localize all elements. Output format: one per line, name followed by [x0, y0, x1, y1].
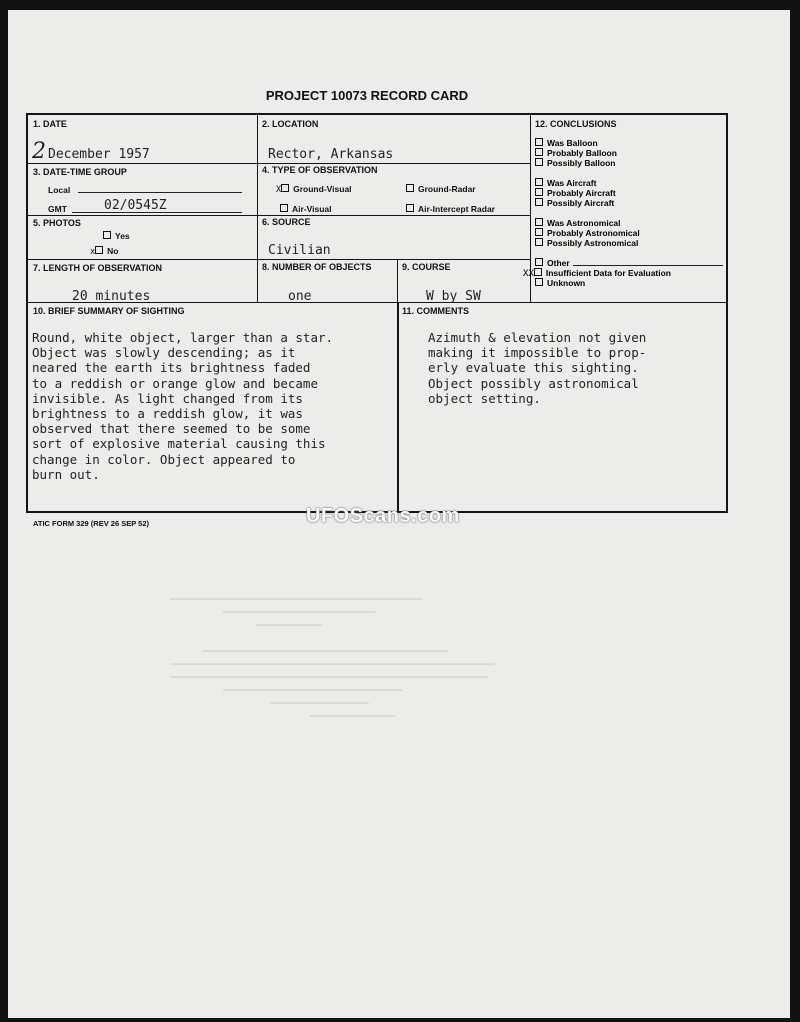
ground-visual-label: Ground-Visual: [293, 184, 352, 194]
conclusion-probably-astronomical: Probably Astronomical: [535, 228, 723, 238]
photos-label: 5. PHOTOS: [33, 218, 81, 228]
checkbox-icon: [95, 246, 103, 254]
local-line: [78, 192, 242, 193]
conclusions-label: 12. CONCLUSIONS: [535, 119, 617, 129]
checkbox-icon: [534, 268, 542, 276]
conclusion-unknown: Unknown: [535, 278, 723, 288]
comments-label: 11. COMMENTS: [402, 306, 470, 316]
insufficient-mark: XX: [523, 269, 534, 279]
objects-value: one: [288, 289, 312, 304]
gmt-label: GMT: [48, 204, 67, 214]
checkbox-icon: [535, 218, 543, 226]
checkbox-icon: [280, 204, 288, 212]
photos-no-mark: x: [90, 247, 96, 257]
checkbox-icon: [103, 231, 111, 239]
air-visual-option: [280, 204, 332, 214]
photos-yes-option: [103, 231, 130, 241]
source-label: 6. SOURCE: [262, 217, 311, 227]
form-number: ATIC FORM 329 (REV 26 SEP 52): [33, 519, 150, 528]
checkbox-icon: [281, 184, 289, 192]
conclusions-list: [523, 138, 723, 288]
air-visual-label: Air-Visual: [292, 204, 332, 214]
checkbox-icon: [535, 148, 543, 156]
conclusion-was-astronomical: Was Astronomical: [535, 218, 723, 228]
conclusion-possibly-astronomical: Possibly Astronomical: [535, 238, 723, 248]
watermark-logo: UFOScans.com: [306, 505, 460, 527]
conclusion-other: Other: [535, 258, 723, 268]
dtg-label: 3. DATE-TIME GROUP: [33, 167, 127, 177]
ground-radar-label: Ground-Radar: [418, 184, 476, 194]
date-label: 1. DATE: [33, 119, 67, 129]
local-label: Local: [48, 185, 71, 195]
checkbox-icon: [406, 204, 414, 212]
divider: [28, 215, 530, 216]
bleed-through-text: ━━━━━━━━━━━━━━━━━━━━━━━━━━━━━━━━━━━━━━ ━━━━━━━━━━━━━━━━━━━━━━━ ━━━━━━━━━━ ━━━━━━━━━━━━━━━━━━━━━━━━━━━━━━━━━━━━━ ━━━━━━━━━━━━━━━━━━━━━━━━━━━━━━━━━━━━━━━━━━━━━━━━━ ━━━━━━━━━━━━━━━━━━━━━━━━━━━━━━━━━━━━━━━━━━━━━━━━ ━━━━━━━━━━━━━━━━━━━━━━━━━━━ ━━━━━━━━━━━━━━━ ━━━━━━━━━━━━━: [170, 593, 495, 723]
comments-text: Azimuth & elevation not given making it impossible to prop- erly evaluate this sighting. Object possibly astronomical object setting.: [428, 330, 647, 406]
checkbox-icon: [535, 238, 543, 246]
checkbox-icon: [535, 188, 543, 196]
photos-no-option: [90, 246, 118, 257]
conclusion-possibly-balloon: Possibly Balloon: [535, 158, 723, 168]
card-title: PROJECT 10073 RECORD CARD: [265, 88, 469, 103]
divider: [257, 115, 258, 302]
divider: [397, 302, 399, 513]
checkbox-icon: [535, 158, 543, 166]
course-value: W by SW: [426, 289, 481, 304]
divider: [28, 163, 530, 164]
air-intercept-label: Air-Intercept Radar: [418, 204, 495, 214]
air-intercept-option: [406, 204, 495, 214]
summary-text: Round, white object, larger than a star. Object was slowly descending; as it neared the earth its brightness faded to a reddish or orange glow and became invisible. As light changed from its brightness to a reddish glow, it was observed that there seemed to be some sort of explosive material causing this change in color. Object appeared to burn out.: [32, 330, 334, 482]
checkbox-icon: [535, 228, 543, 236]
conclusion-possibly-aircraft: Possibly Aircraft: [535, 198, 723, 208]
location-label: 2. LOCATION: [262, 119, 319, 129]
conclusion-was-balloon: Was Balloon: [535, 138, 723, 148]
checkbox-icon: [535, 278, 543, 286]
course-label: 9. COURSE: [402, 262, 451, 272]
objects-label: 8. NUMBER OF OBJECTS: [262, 262, 372, 272]
checkbox-icon: [535, 198, 543, 206]
conclusion-probably-aircraft: Probably Aircraft: [535, 188, 723, 198]
gmt-value: 02/0545Z: [104, 198, 167, 213]
date-value: December 1957: [48, 147, 150, 162]
photos-yes-label: Yes: [115, 231, 130, 241]
conclusion-was-aircraft: Was Aircraft: [535, 178, 723, 188]
checkbox-icon: [535, 138, 543, 146]
ground-radar-option: [406, 184, 476, 194]
ground-visual-option: [276, 184, 352, 195]
checkbox-icon: [535, 178, 543, 186]
record-card: [26, 113, 728, 513]
type-observation-label: 4. TYPE OF OBSERVATION: [262, 165, 378, 175]
ground-visual-mark: X: [276, 185, 282, 195]
checkbox-icon: [535, 258, 543, 266]
conclusion-probably-balloon: Probably Balloon: [535, 148, 723, 158]
length-label: 7. LENGTH OF OBSERVATION: [33, 263, 163, 273]
divider: [397, 259, 398, 302]
checkbox-icon: [406, 184, 414, 192]
summary-label: 10. BRIEF SUMMARY OF SIGHTING: [33, 306, 185, 316]
source-value: Civilian: [268, 243, 331, 258]
divider: [28, 259, 530, 260]
conclusion-insufficient-data: XX Insufficient Data for Evaluation: [523, 268, 671, 279]
photos-no-label: No: [107, 246, 119, 256]
handwritten-day: 2: [32, 139, 46, 164]
location-value: Rector, Arkansas: [268, 147, 394, 162]
length-value: 20 minutes: [72, 289, 151, 304]
